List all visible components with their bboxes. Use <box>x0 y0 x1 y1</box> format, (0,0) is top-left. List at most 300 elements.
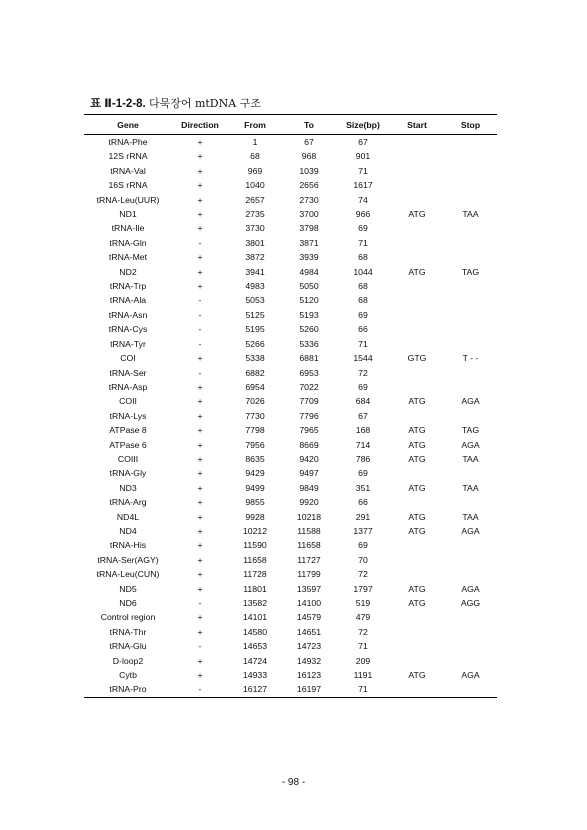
cell-to: 3939 <box>299 252 319 263</box>
cell-stop <box>444 538 497 552</box>
table-row <box>84 250 497 264</box>
cell-size: 72 <box>358 626 368 637</box>
cell-stop: TAA <box>462 482 479 493</box>
cell-stop <box>444 308 497 322</box>
cell-direction: - <box>198 367 202 378</box>
table-caption <box>90 95 261 111</box>
cell-start: ATG <box>408 453 426 464</box>
cell-start: ATG <box>408 209 426 220</box>
cell-stop <box>444 682 497 697</box>
cell-from: 14653 <box>242 641 268 652</box>
cell-direction: + <box>197 468 203 479</box>
cell-start <box>390 279 444 293</box>
cell-from: 9499 <box>245 482 265 493</box>
cell-gene: tRNA-Thr <box>109 626 147 637</box>
table-row <box>84 438 497 452</box>
cell-size: 714 <box>355 439 371 450</box>
cell-stop <box>444 293 497 307</box>
cell-size: 71 <box>358 165 368 176</box>
cell-start <box>390 236 444 250</box>
cell-from: 11590 <box>243 540 267 551</box>
cell-stop <box>444 553 497 567</box>
cell-size: 71 <box>358 641 368 652</box>
cell-size: 1544 <box>353 353 373 364</box>
cell-stop <box>444 495 497 509</box>
cell-gene: 16S rRNA <box>108 180 148 191</box>
cell-stop: TAA <box>462 511 479 522</box>
cell-from: 10212 <box>242 525 268 536</box>
cell-direction: + <box>197 439 203 450</box>
cell-to: 7965 <box>299 425 319 436</box>
cell-start <box>390 193 444 207</box>
cell-to: 7709 <box>299 396 319 407</box>
cell-start <box>390 409 444 423</box>
cell-from: 13582 <box>242 598 268 608</box>
cell-direction: + <box>197 281 203 292</box>
cell-start: ATG <box>408 482 426 493</box>
table-row <box>84 409 497 423</box>
cell-from: 7956 <box>245 439 265 450</box>
cell-start: ATG <box>408 511 426 522</box>
table-row <box>84 207 497 221</box>
table-row <box>84 481 497 495</box>
cell-start <box>390 178 444 192</box>
cell-from: 7730 <box>245 410 265 421</box>
cell-size: 70 <box>358 554 368 565</box>
cell-to: 16197 <box>282 682 336 697</box>
cell-from: 11801 <box>243 583 267 594</box>
table-row <box>84 538 497 552</box>
table-header-row <box>84 115 497 135</box>
cell-start <box>390 250 444 264</box>
column-header-start: Start <box>390 115 444 135</box>
cell-start <box>390 293 444 307</box>
table-row <box>84 553 497 567</box>
cell-stop <box>444 279 497 293</box>
cell-stop <box>444 639 497 653</box>
cell-gene: tRNA-Leu(UUR) <box>96 194 160 205</box>
cell-direction: + <box>197 209 203 220</box>
table-row <box>84 351 497 365</box>
cell-gene: ND6 <box>119 598 137 608</box>
cell-to: 1039 <box>299 165 319 176</box>
table-row <box>84 366 497 380</box>
cell-stop <box>444 466 497 480</box>
cell-start <box>390 682 444 697</box>
page-number: - 98 - <box>281 777 306 788</box>
cell-size: 479 <box>355 612 371 623</box>
cell-size: 68 <box>358 252 368 263</box>
table-row <box>84 149 497 163</box>
table-row <box>84 380 497 394</box>
cell-size: 71 <box>358 338 368 349</box>
cell-stop: TAG <box>461 266 480 277</box>
cell-gene: tRNA-Val <box>110 165 146 176</box>
cell-stop <box>444 625 497 639</box>
cell-gene: COI <box>120 353 136 364</box>
cell-direction: - <box>172 682 228 697</box>
cell-from: 1 <box>252 137 258 147</box>
cell-to: 14579 <box>296 612 322 623</box>
cell-size: 901 <box>355 151 371 162</box>
cell-direction: + <box>197 453 203 464</box>
cell-start <box>390 135 444 150</box>
cell-to: 13597 <box>296 583 322 594</box>
cell-from: 4983 <box>245 281 265 292</box>
table-row <box>84 308 497 322</box>
cell-from: 969 <box>247 165 263 176</box>
cell-direction: + <box>197 266 203 277</box>
cell-gene: tRNA-His <box>109 540 147 551</box>
column-header-direction: Direction <box>172 115 228 135</box>
cell-gene: COIII <box>117 453 139 464</box>
cell-from: 16127 <box>228 682 282 697</box>
cell-start <box>390 380 444 394</box>
cell-size: 1617 <box>353 180 373 191</box>
cell-gene: Cytb <box>119 670 137 681</box>
cell-start <box>390 466 444 480</box>
cell-start: ATG <box>408 525 426 536</box>
cell-start <box>390 495 444 509</box>
cell-size: 684 <box>355 396 371 407</box>
cell-size: 74 <box>358 194 368 205</box>
cell-direction: - <box>198 641 202 652</box>
cell-from: 6882 <box>245 367 265 378</box>
cell-size: 67 <box>358 137 368 147</box>
cell-stop <box>444 322 497 336</box>
column-header-gene: Gene <box>84 115 172 135</box>
cell-stop: TAG <box>461 425 480 436</box>
cell-to: 8669 <box>299 439 319 450</box>
cell-size: 1044 <box>353 266 373 277</box>
cell-start <box>390 567 444 581</box>
cell-to: 11588 <box>297 525 321 536</box>
cell-direction: + <box>197 554 203 565</box>
table-row <box>84 279 497 293</box>
cell-gene: ND2 <box>119 266 137 277</box>
cell-direction: - <box>198 598 202 608</box>
cell-gene: ND4L <box>116 511 140 522</box>
cell-stop <box>444 221 497 235</box>
cell-from: 3730 <box>245 223 265 234</box>
cell-from: 11658 <box>243 554 267 565</box>
table-row <box>84 135 497 150</box>
cell-stop <box>444 366 497 380</box>
cell-stop <box>444 135 497 150</box>
cell-direction: + <box>197 223 203 234</box>
cell-size: 1797 <box>353 583 373 594</box>
cell-direction: - <box>198 338 202 349</box>
table-row <box>84 654 497 668</box>
cell-size: 69 <box>358 468 368 479</box>
cell-to: 6881 <box>299 353 319 364</box>
cell-from: 5125 <box>245 309 265 320</box>
cell-gene: tRNA-Ser <box>109 367 147 378</box>
cell-from: 3801 <box>245 237 265 248</box>
cell-start: ATG <box>408 670 426 681</box>
table-row <box>84 322 497 336</box>
cell-gene: tRNA-Arg <box>109 497 147 508</box>
table-row <box>84 682 497 697</box>
cell-start <box>390 308 444 322</box>
column-header-to: To <box>282 115 336 135</box>
cell-stop: AGA <box>461 670 480 681</box>
cell-stop <box>444 164 497 178</box>
cell-start: ATG <box>408 583 426 594</box>
cell-start <box>390 221 444 235</box>
cell-start: ATG <box>408 266 426 277</box>
cell-to: 11727 <box>297 554 321 565</box>
cell-direction: + <box>197 583 203 594</box>
cell-direction: + <box>197 353 203 364</box>
cell-direction: + <box>197 482 203 493</box>
cell-from: 14101 <box>242 612 268 623</box>
cell-direction: + <box>197 525 203 536</box>
cell-size: 71 <box>358 237 368 248</box>
cell-to: 968 <box>301 151 317 162</box>
cell-stop <box>444 337 497 351</box>
cell-stop <box>444 610 497 624</box>
table-row <box>84 639 497 653</box>
table-row <box>84 668 497 682</box>
table-row <box>84 178 497 192</box>
cell-to: 2656 <box>299 180 319 191</box>
cell-stop: AGA <box>461 525 480 536</box>
cell-direction: + <box>197 511 203 522</box>
cell-to: 5050 <box>299 281 319 292</box>
cell-size: 168 <box>355 425 371 436</box>
cell-to: 5120 <box>299 295 319 306</box>
cell-size: 291 <box>355 511 371 522</box>
cell-from: 1040 <box>245 180 265 191</box>
table-row <box>84 293 497 307</box>
cell-size: 519 <box>355 598 371 608</box>
cell-start: ATG <box>408 439 426 450</box>
cell-from: 3872 <box>245 252 265 263</box>
cell-direction: + <box>197 165 203 176</box>
cell-to: 67 <box>304 137 314 147</box>
cell-gene: ND1 <box>119 209 137 220</box>
cell-size: 68 <box>358 295 368 306</box>
cell-gene: 12S rRNA <box>108 151 148 162</box>
cell-gene: tRNA-Lys <box>109 410 147 421</box>
cell-to: 3700 <box>299 209 319 220</box>
table-row <box>84 582 497 596</box>
column-header-from: From <box>228 115 282 135</box>
cell-size: 69 <box>358 309 368 320</box>
cell-from: 68 <box>250 151 260 162</box>
table-row <box>84 466 497 480</box>
cell-gene: tRNA-Met <box>108 252 148 263</box>
cell-direction: + <box>197 381 203 392</box>
cell-size: 1377 <box>353 525 373 536</box>
cell-direction: + <box>197 410 203 421</box>
cell-to: 5336 <box>299 338 319 349</box>
cell-to: 3798 <box>299 223 319 234</box>
cell-direction: + <box>197 425 203 436</box>
cell-gene: ATPase 8 <box>109 425 147 436</box>
cell-start <box>390 538 444 552</box>
cell-stop <box>444 567 497 581</box>
cell-gene: tRNA-Glu <box>109 641 147 652</box>
cell-start: ATG <box>408 598 426 608</box>
cell-gene: ND3 <box>119 482 137 493</box>
cell-to: 7796 <box>299 410 319 421</box>
cell-size: 351 <box>355 482 371 493</box>
cell-direction: + <box>197 252 203 263</box>
cell-from: 5195 <box>245 324 265 335</box>
cell-start <box>390 322 444 336</box>
cell-size: 66 <box>358 324 368 335</box>
table-row <box>84 567 497 581</box>
cell-to: 6953 <box>299 367 319 378</box>
cell-to: 14932 <box>296 655 322 666</box>
cell-gene: tRNA-Ser(AGY) <box>97 554 159 565</box>
cell-from: 5338 <box>245 353 265 364</box>
table-row <box>84 524 497 538</box>
cell-from: 9855 <box>245 497 265 508</box>
table-row <box>84 610 497 624</box>
cell-size: 69 <box>358 381 368 392</box>
cell-gene: ND4 <box>119 525 137 536</box>
column-header-stop: Stop <box>444 115 497 135</box>
cell-gene: tRNA-Phe <box>108 137 148 147</box>
cell-start: ATG <box>408 425 426 436</box>
cell-gene: tRNA-Cys <box>108 324 148 335</box>
cell-to: 7022 <box>299 381 319 392</box>
cell-start: GTG <box>407 353 427 364</box>
cell-from: 14724 <box>242 655 268 666</box>
cell-to: 9497 <box>299 468 319 479</box>
cell-gene: tRNA-Tyr <box>110 338 146 349</box>
cell-start <box>390 366 444 380</box>
table-row <box>84 596 497 610</box>
cell-from: 2657 <box>245 194 265 205</box>
cell-direction: + <box>197 396 203 407</box>
cell-stop: AGA <box>461 396 480 407</box>
cell-direction: - <box>198 309 202 320</box>
cell-stop: TAA <box>462 209 479 220</box>
table-row <box>84 164 497 178</box>
table-row <box>84 193 497 207</box>
cell-gene: tRNA-Ala <box>109 295 147 306</box>
cell-from: 14933 <box>242 670 268 681</box>
cell-start <box>390 164 444 178</box>
cell-from: 3941 <box>245 266 265 277</box>
cell-gene: tRNA-Pro <box>84 682 172 697</box>
cell-direction: + <box>197 612 203 623</box>
cell-to: 10218 <box>296 511 322 522</box>
cell-gene: Control region <box>100 612 156 623</box>
cell-start <box>390 625 444 639</box>
caption-title: 다묵장어 mtDNA 구조 <box>148 97 261 110</box>
cell-from: 2735 <box>245 209 265 220</box>
cell-start: ATG <box>408 396 426 407</box>
cell-direction: + <box>197 137 203 147</box>
cell-from: 14580 <box>242 626 268 637</box>
cell-gene: tRNA-Asn <box>108 309 148 320</box>
cell-to: 3871 <box>299 237 319 248</box>
cell-stop <box>444 654 497 668</box>
cell-direction: - <box>198 237 202 248</box>
cell-size: 69 <box>358 223 368 234</box>
table-row <box>84 495 497 509</box>
table-row <box>84 394 497 408</box>
cell-size: 72 <box>358 569 368 580</box>
cell-to: 11658 <box>297 540 321 551</box>
table-row <box>84 337 497 351</box>
cell-from: 9928 <box>245 511 265 522</box>
cell-size: 209 <box>355 655 371 666</box>
cell-size: 68 <box>358 281 368 292</box>
cell-gene: D-loop2 <box>112 655 144 666</box>
cell-direction: + <box>197 569 203 580</box>
cell-size: 71 <box>336 682 390 697</box>
cell-gene: tRNA-Gln <box>109 237 147 248</box>
cell-direction: + <box>197 626 203 637</box>
cell-stop: AGG <box>460 598 481 608</box>
cell-from: 5266 <box>245 338 265 349</box>
cell-stop: AGA <box>461 439 480 450</box>
cell-to: 9420 <box>299 453 319 464</box>
cell-to: 14651 <box>296 626 322 637</box>
cell-start <box>390 553 444 567</box>
table-row <box>84 423 497 437</box>
cell-to: 5193 <box>299 309 319 320</box>
cell-size: 69 <box>358 540 368 551</box>
table-row <box>84 236 497 250</box>
cell-to: 16123 <box>296 670 322 681</box>
cell-start <box>390 610 444 624</box>
cell-to: 4984 <box>299 266 319 277</box>
cell-stop <box>444 236 497 250</box>
cell-size: 66 <box>358 497 368 508</box>
cell-size: 72 <box>358 367 368 378</box>
cell-from: 7026 <box>245 396 265 407</box>
cell-to: 9849 <box>299 482 319 493</box>
cell-from: 8635 <box>245 453 265 464</box>
cell-gene: tRNA-Asp <box>108 381 148 392</box>
cell-stop: TAA <box>462 453 479 464</box>
caption-number: 표 Ⅱ-1-2-8. <box>90 98 146 110</box>
cell-stop <box>444 250 497 264</box>
table-row <box>84 265 497 279</box>
cell-from: 11728 <box>243 569 267 580</box>
cell-direction: + <box>197 540 203 551</box>
cell-size: 1191 <box>353 670 373 681</box>
cell-from: 7798 <box>245 425 265 436</box>
cell-size: 966 <box>355 209 371 220</box>
table-row <box>84 452 497 466</box>
cell-gene: tRNA-Trp <box>109 281 147 292</box>
cell-to: 5260 <box>299 324 319 335</box>
table-row <box>84 221 497 235</box>
cell-stop <box>444 149 497 163</box>
cell-to: 14723 <box>296 641 322 652</box>
cell-to: 9920 <box>299 497 319 508</box>
cell-stop: T - - <box>462 353 479 364</box>
table-row <box>84 625 497 639</box>
cell-direction: + <box>197 670 203 681</box>
table-row <box>84 510 497 524</box>
cell-to: 11799 <box>297 569 321 580</box>
cell-from: 5053 <box>245 295 265 306</box>
cell-stop <box>444 409 497 423</box>
cell-start <box>390 639 444 653</box>
cell-gene: COII <box>119 396 137 407</box>
cell-stop <box>444 193 497 207</box>
cell-stop <box>444 380 497 394</box>
